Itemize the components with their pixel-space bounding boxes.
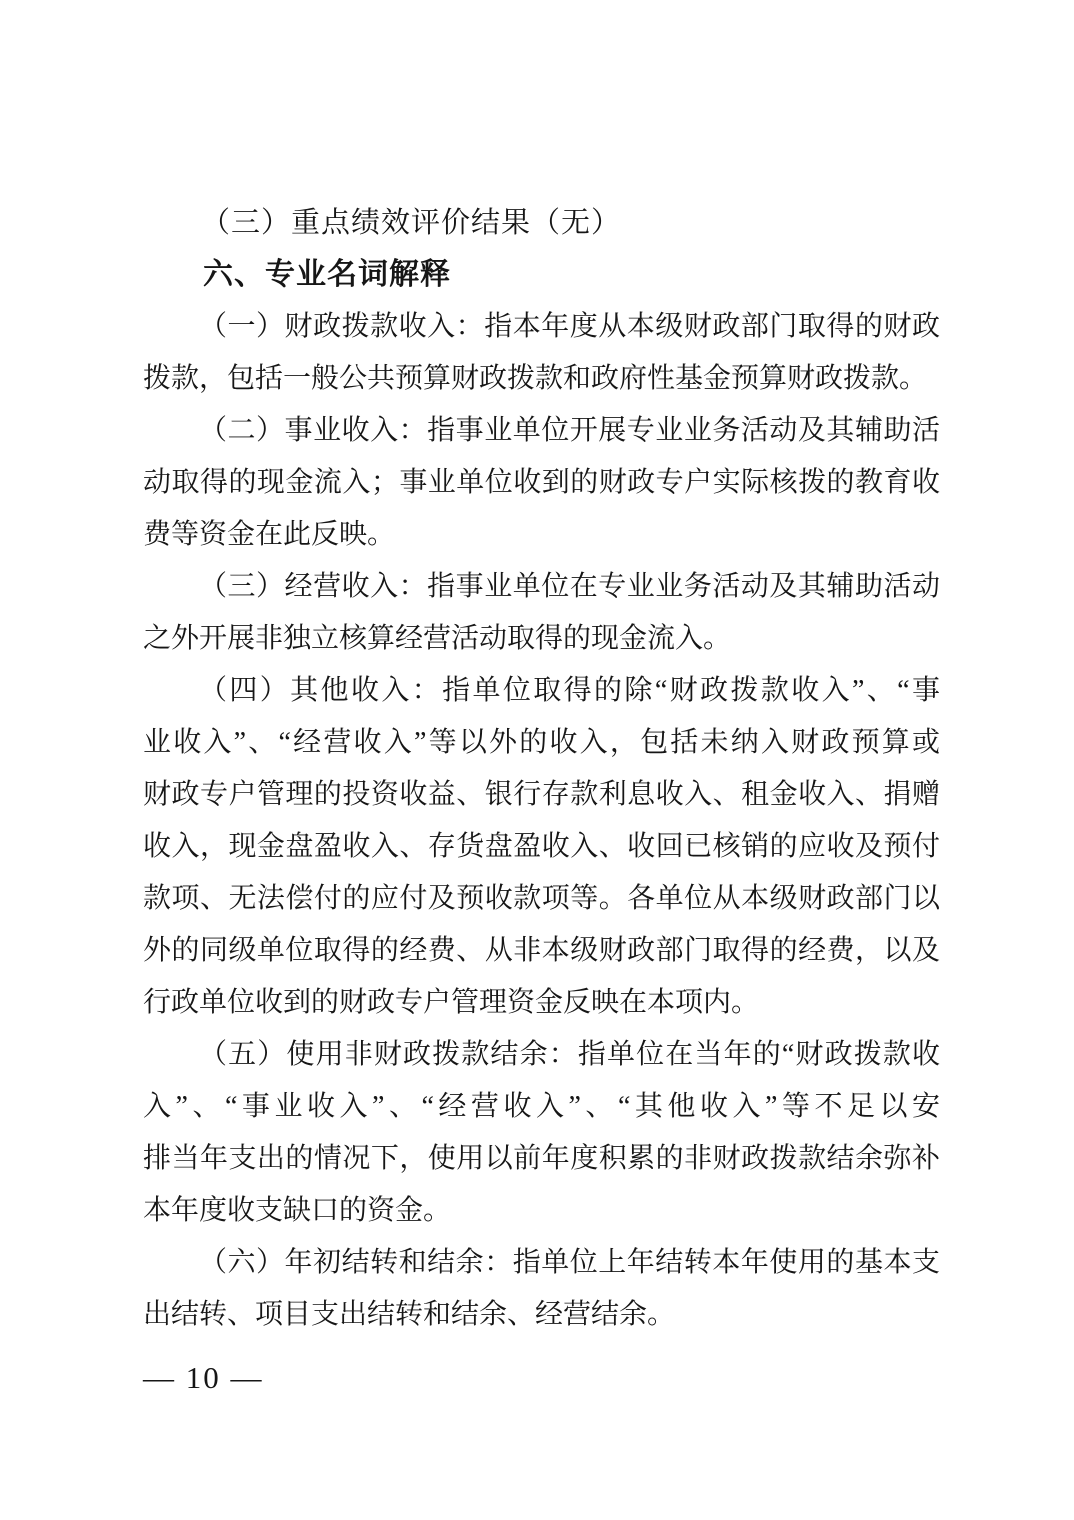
text-line: 排当年支出的情况下，使用以前年度积累的非财政拨款结余弥补 xyxy=(143,1143,940,1174)
paragraph xyxy=(143,1029,940,1237)
text-line: 业收入”、“经营收入”等以外的收入，包括未纳入财政预算或 xyxy=(143,727,940,758)
page-number: — 10 — xyxy=(143,1360,264,1395)
text-line: 六、专业名词解释 xyxy=(203,258,451,291)
text-line: （六）年初结转和结余：指单位上年结转本年使用的基本支 xyxy=(199,1247,940,1278)
paragraph xyxy=(143,665,940,1029)
paragraph xyxy=(143,405,940,561)
text-line: 外的同级单位取得的经费、从非本级财政部门取得的经费，以及 xyxy=(143,935,940,966)
paragraph xyxy=(143,561,940,665)
text-line: 之外开展非独立核算经营活动取得的现金流入。 xyxy=(143,623,732,654)
text-line: （二）事业收入：指事业单位开展专业业务活动及其辅助活 xyxy=(199,415,940,446)
text-line: 款项、无法偿付的应付及预收款项等。各单位从本级财政部门以 xyxy=(143,883,940,914)
paragraph xyxy=(143,197,940,249)
paragraph xyxy=(143,301,940,405)
paragraph xyxy=(143,1237,940,1341)
text-line: 费等资金在此反映。 xyxy=(143,519,396,550)
text-line: （三）重点绩效评价结果（无） xyxy=(201,207,622,239)
text-line: 收入，现金盘盈收入、存货盘盈收入、收回已核销的应收及预付 xyxy=(143,831,940,862)
text-line: 拨款，包括一般公共预算财政拨款和政府性基金预算财政拨款。 xyxy=(143,363,928,394)
text-line: 财政专户管理的投资收益、银行存款利息收入、租金收入、捐赠 xyxy=(143,779,940,810)
text-line: 入”、“事业收入”、“经营收入”、“其他收入”等不足以安 xyxy=(143,1091,940,1122)
paragraph xyxy=(143,249,940,301)
text-line: （三）经营收入：指事业单位在专业业务活动及其辅助活动 xyxy=(199,571,940,602)
document-body xyxy=(143,197,940,1341)
text-line: （四）其他收入：指单位取得的除“财政拨款收入”、“事 xyxy=(199,675,940,706)
text-line: （五）使用非财政拨款结余：指单位在当年的“财政拨款收 xyxy=(199,1039,940,1070)
text-line: （一）财政拨款收入：指本年度从本级财政部门取得的财政 xyxy=(199,311,940,342)
text-line: 本年度收支缺口的资金。 xyxy=(143,1195,452,1226)
text-line: 行政单位收到的财政专户管理资金反映在本项内。 xyxy=(143,987,760,1018)
text-line: 动取得的现金流入；事业单位收到的财政专户实际核拨的教育收 xyxy=(143,467,940,498)
page-footer xyxy=(143,1356,264,1400)
text-line: 出结转、项目支出结转和结余、经营结余。 xyxy=(143,1299,676,1330)
